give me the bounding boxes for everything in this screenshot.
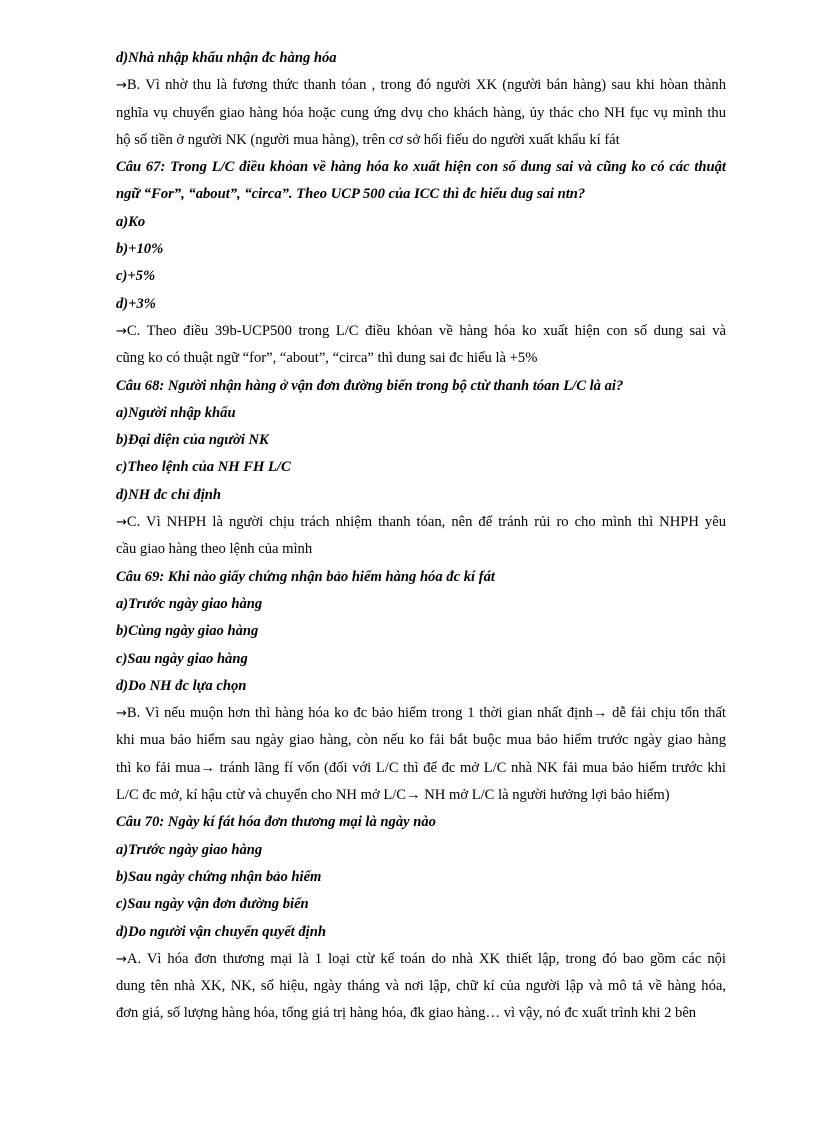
answer-line <box>116 946 726 973</box>
answer-option: d)Do người vận chuyển quyết định <box>116 923 326 940</box>
line-text: cầu giao hàng theo lệnh của mình <box>116 541 313 558</box>
answer-option: d)+3% <box>116 295 156 312</box>
answer-line <box>116 755 726 782</box>
line-text: Câu 70: Ngày kí fát hóa đơn thương mại là ngày nào <box>116 814 436 831</box>
question <box>116 809 726 836</box>
answer-line <box>116 345 726 372</box>
line-text: B. Vì nếu muộn hơn thì hàng hóa ko đc bảo hiểm trong 1 thời gian nhất định→ dễ fải chịu tổn thất <box>126 705 726 722</box>
question <box>116 154 726 209</box>
arrow-icon: → <box>116 78 127 94</box>
question <box>116 373 726 400</box>
line-text: nghĩa vụ chuyển giao hàng hóa hoặc cung ứng dvụ cho khách hàng, ủy thác cho NH fục vụ mình thu <box>116 104 726 121</box>
line-text: dung tên nhà XK, NK, số hiệu, ngày tháng và nơi lập, chữ kí của người lập và mô tả về hàng hóa, <box>116 978 726 995</box>
line-text: ngữ “For”, “about”, “circa”. Theo UCP 500 của ICC thì đc hiểu dug sai ntn? <box>116 186 586 203</box>
line-text: Câu 69: Khi nào giấy chứng nhận bảo hiểm hàng hóa đc kí fát <box>116 568 495 585</box>
answer-explanation <box>116 946 726 1028</box>
line-text: C. Vì NHPH là người chịu trách nhiệm thanh tóan, nên để tránh rủi ro cho mình thì NHPH yêu <box>126 514 726 531</box>
answer-explanation <box>116 318 726 373</box>
answer-option: a)Người nhập khẩu <box>116 404 236 421</box>
line-text: khi mua bảo hiểm sau ngày giao hàng, còn nếu ko fải bắt buộc mua bảo hiểm trước ngày giao hàng <box>116 732 726 749</box>
answer-line <box>116 727 726 754</box>
question-line <box>116 181 726 208</box>
answer-line <box>116 318 726 345</box>
question-line <box>116 154 726 181</box>
question-line <box>116 373 726 400</box>
answer-option: a)Trước ngày giao hàng <box>116 595 263 612</box>
question-line <box>116 809 726 836</box>
answer-option: d)Do NH đc lựa chọn <box>116 677 247 694</box>
answer-option: d)NH đc chỉ định <box>116 486 221 503</box>
arrow-icon: → <box>116 951 127 967</box>
arrow-icon: → <box>116 515 127 531</box>
line-text: B. Vì nhờ thu là fương thức thanh tóan , trong đó người XK (người bán hàng) sau khi hòan thành <box>126 77 726 94</box>
answer-option: c)Theo lệnh của NH FH L/C <box>116 459 291 476</box>
line-text: L/C đc mở, kí hậu ctừ và chuyển cho NH mở L/C→ NH mở L/C là người hưởng lợi bảo hiểm) <box>116 787 670 804</box>
line-text: Câu 68: Người nhận hàng ở vận đơn đường biển trong bộ ctừ thanh tóan L/C là ai? <box>116 377 624 394</box>
arrow-icon: → <box>116 323 127 339</box>
answer-line <box>116 509 726 536</box>
line-text: C. Theo điều 39b-UCP500 trong L/C điều khỏan về hàng hóa ko xuất hiện con số dung sai và <box>126 322 726 339</box>
answer-line <box>116 700 726 727</box>
question <box>116 564 726 591</box>
document-page <box>116 45 726 1028</box>
answer-option: c)+5% <box>116 268 156 285</box>
answer-option: b)+10% <box>116 241 164 258</box>
line-text: hộ số tiền ở người NK (người mua hàng), trên cơ sở hối fiếu do người xuất khẩu kí fát <box>116 131 620 148</box>
answer-line <box>116 973 726 1000</box>
answer-option: b)Cùng ngày giao hàng <box>116 623 259 640</box>
line-text: cũng ko có thuật ngữ “for”, “about”, “circa” thì dung sai đc hiểu là +5% <box>116 350 538 367</box>
answer-option: c)Sau ngày giao hàng <box>116 650 248 667</box>
answer-line <box>116 72 726 99</box>
line-text: thì ko fải mua→ tránh lãng fí vốn (đối với L/C thì để đc mở L/C nhà NK fải mua bảo hiểm trước khi <box>116 759 726 776</box>
answer-option: d)Nhà nhập khẩu nhận đc hàng hóa <box>116 50 337 66</box>
answer-option: a)Trước ngày giao hàng <box>116 841 263 858</box>
answer-explanation <box>116 509 726 564</box>
answer-explanation <box>116 72 726 154</box>
answer-option: b)Sau ngày chứng nhận bảo hiểm <box>116 868 322 885</box>
answer-line <box>116 782 726 809</box>
answer-option: c)Sau ngày vận đơn đường biển <box>116 896 309 913</box>
answer-line <box>116 536 726 563</box>
answer-line <box>116 100 726 127</box>
line-text: đơn giá, số lượng hàng hóa, tổng giá trị hàng hóa, đk giao hàng… vì vậy, nó đc xuất trình khi 2 bên <box>116 1005 697 1022</box>
question-line <box>116 564 726 591</box>
answer-line <box>116 127 726 154</box>
line-text: Câu 67: Trong L/C điều khỏan về hàng hóa ko xuất hiện con số dung sai và cũng ko có các thuật <box>116 159 726 176</box>
answer-option: b)Đại diện của người NK <box>116 432 269 449</box>
answer-line <box>116 1000 726 1027</box>
arrow-icon: → <box>116 706 127 722</box>
line-text: A. Vì hóa đơn thương mại là 1 loại ctừ kế toán do nhà XK thiết lập, trong đó bao gồm các nội <box>126 950 726 967</box>
answer-explanation <box>116 700 726 809</box>
answer-option: a)Ko <box>116 213 146 230</box>
